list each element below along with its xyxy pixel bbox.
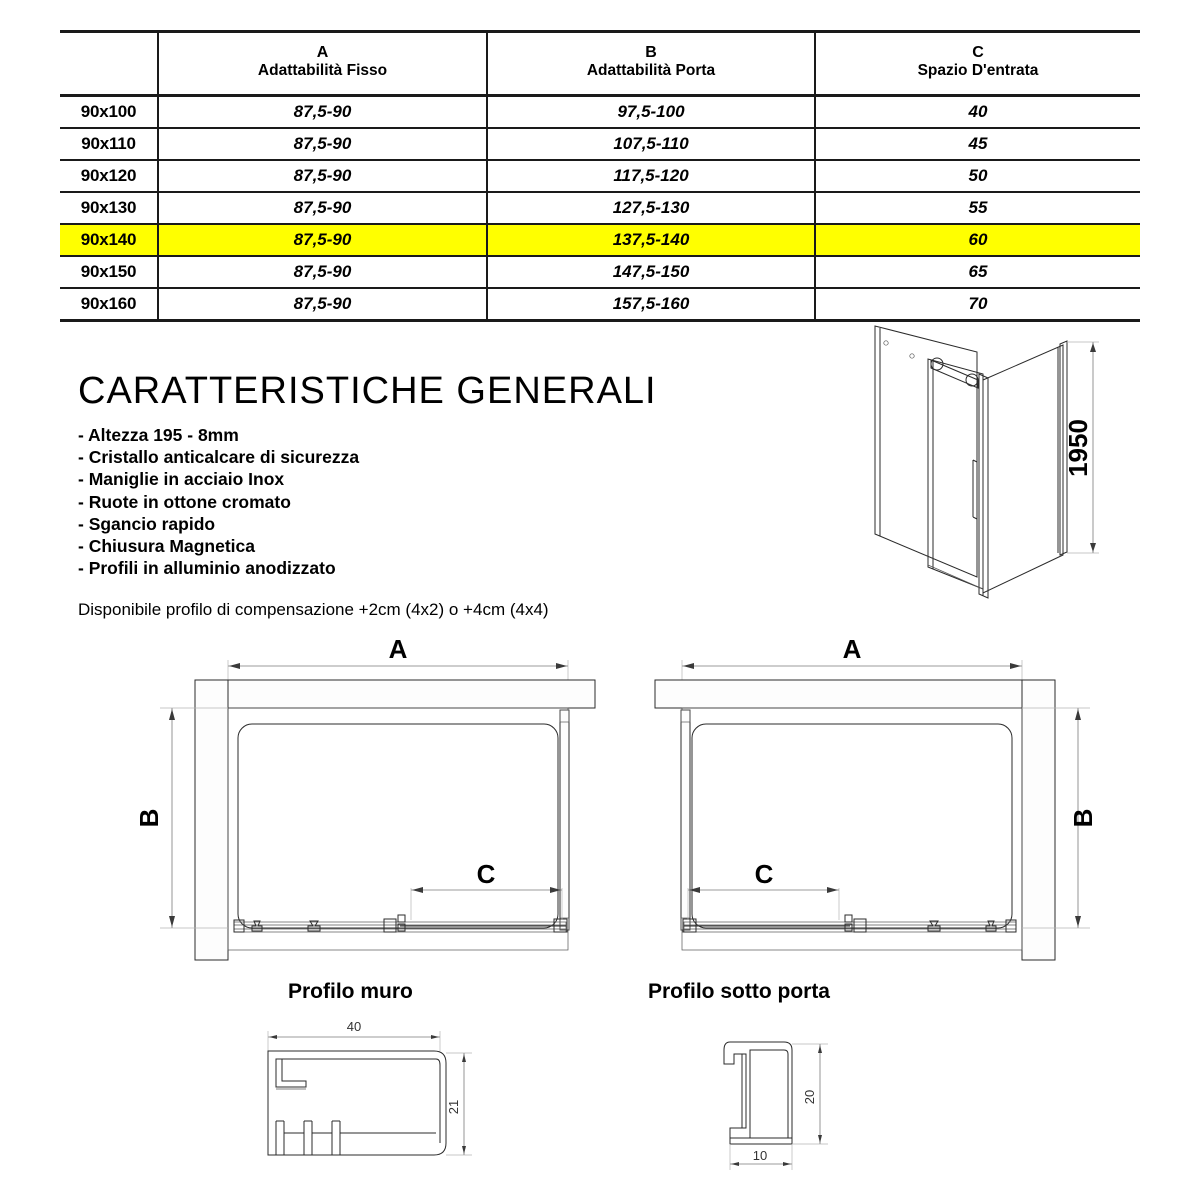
table-header-row [60,32,1140,96]
cell-size: 90x160 [60,288,158,321]
compensation-profile-note: Disponibile profilo di compensazione +2cm (4x2) o +4cm (4x4) [78,599,549,619]
dim-label-c: C [754,859,774,889]
profile-underdoor-drawing [700,1020,890,1180]
table-header-empty [60,32,158,96]
elev-left-right-post [560,710,569,930]
column-letter-c: C [972,44,984,61]
feature-item: - Profili in alluminio anodizzato [78,558,336,579]
cell-c: 60 [815,224,1140,256]
iso-sliding-door [928,359,983,589]
iso-top-rail [931,358,978,388]
cell-a: 87,5-90 [158,224,487,256]
cell-size: 90x100 [60,96,158,129]
table-row [60,128,1140,160]
elev-left-dim-c [411,859,562,920]
cell-c: 50 [815,160,1140,192]
elev-right-wall [655,680,1055,960]
profilo-muro-caption: Profilo muro [288,980,413,1003]
column-letter-b: B [645,44,657,61]
iso-return-panel [983,345,1063,593]
table-row [60,256,1140,288]
cell-size: 90x130 [60,192,158,224]
feature-item: - Altezza 195 - 8mm [78,425,239,445]
table-header-a [158,32,487,96]
features-list [78,424,738,580]
elev-right-left-post [681,710,690,930]
cell-c: 55 [815,192,1140,224]
cell-a: 87,5-90 [158,256,487,288]
profile-underdoor-section [724,1042,792,1144]
cell-c: 40 [815,96,1140,129]
elev-right-dim-c [688,859,839,920]
cell-size: 90x120 [60,160,158,192]
cell-a: 87,5-90 [158,288,487,321]
cell-c: 45 [815,128,1140,160]
elev-left-bottom-track [234,915,567,932]
table-row [60,96,1140,129]
dim-label-a: A [842,634,862,664]
cell-a: 87,5-90 [158,96,487,129]
iso-bottom-rail [928,565,983,589]
profile-underdoor-height-value: 20 [802,1089,817,1105]
cell-size: 90x150 [60,256,158,288]
profile-wall-width-value: 40 [346,1019,362,1034]
table-body [60,96,1140,321]
column-sub-b: Adattabilità Porta [586,62,716,80]
table-header-b [487,32,815,96]
table-row [60,192,1140,224]
cell-b: 97,5-100 [487,96,815,129]
profile-wall-dim-width [268,1019,440,1051]
table-row [60,160,1140,192]
dim-label-b: B [1068,808,1098,828]
elev-right-bottom-track [683,915,1016,932]
iso-door-handle [973,460,977,519]
cell-b: 107,5-110 [487,128,815,160]
cell-a: 87,5-90 [158,160,487,192]
profile-underdoor-dim-height [792,1044,828,1144]
isometric-drawing [855,312,1145,597]
column-sub-a: Adattabilità Fisso [257,62,388,80]
cell-c: 65 [815,256,1140,288]
iso-height-dimension [1063,342,1099,553]
general-features-section [78,372,738,620]
elevation-left-drawing [134,634,610,970]
column-sub-c: Spazio D'entrata [917,62,1039,80]
cell-a: 87,5-90 [158,128,487,160]
feature-item: - Cristallo anticalcare di sicurezza [78,447,360,468]
feature-item: - Maniglie in acciaio Inox [78,469,285,490]
cell-b: 147,5-150 [487,256,815,288]
dim-label-b: B [134,808,164,828]
profile-wall-height-value: 21 [446,1099,461,1115]
profilo-sotto-porta-caption: Profilo sotto porta [648,980,830,1003]
elev-left-glass [238,724,558,928]
cell-size: 90x110 [60,128,158,160]
elev-right-glass [692,724,1012,928]
profile-underdoor-width-value: 10 [752,1148,768,1163]
cell-b: 117,5-120 [487,160,815,192]
profile-underdoor-dim-width [730,1144,792,1170]
table-row-highlighted [60,224,1140,256]
feature-item: - Sgancio rapido [78,513,216,534]
cell-size: 90x140 [60,224,158,256]
elev-right-enclosure [682,708,1022,950]
feature-item: - Chiusura Magnetica [78,536,255,557]
size-table [60,30,1140,322]
iso-fixed-panel [875,326,977,577]
profile-wall-section [268,1051,446,1155]
iso-height-value: 1950 [1063,419,1093,477]
cell-c: 70 [815,288,1140,321]
elevation-right-drawing [640,634,1100,970]
dim-label-c: C [476,859,496,889]
column-letter-a: A [316,44,329,61]
cell-b: 157,5-160 [487,288,815,321]
elev-left-wall [195,680,595,960]
cell-b: 137,5-140 [487,224,815,256]
elev-left-enclosure [228,708,568,950]
feature-item: - Ruote in ottone cromato [78,491,291,512]
profile-wall-drawing [250,1015,510,1165]
profile-wall-dim-height [446,1053,472,1155]
table-header-c [815,32,1140,96]
cell-b: 127,5-130 [487,192,815,224]
cell-a: 87,5-90 [158,192,487,224]
dim-label-a: A [388,634,408,664]
features-title: CARATTERISTICHE GENERALI [78,370,657,412]
